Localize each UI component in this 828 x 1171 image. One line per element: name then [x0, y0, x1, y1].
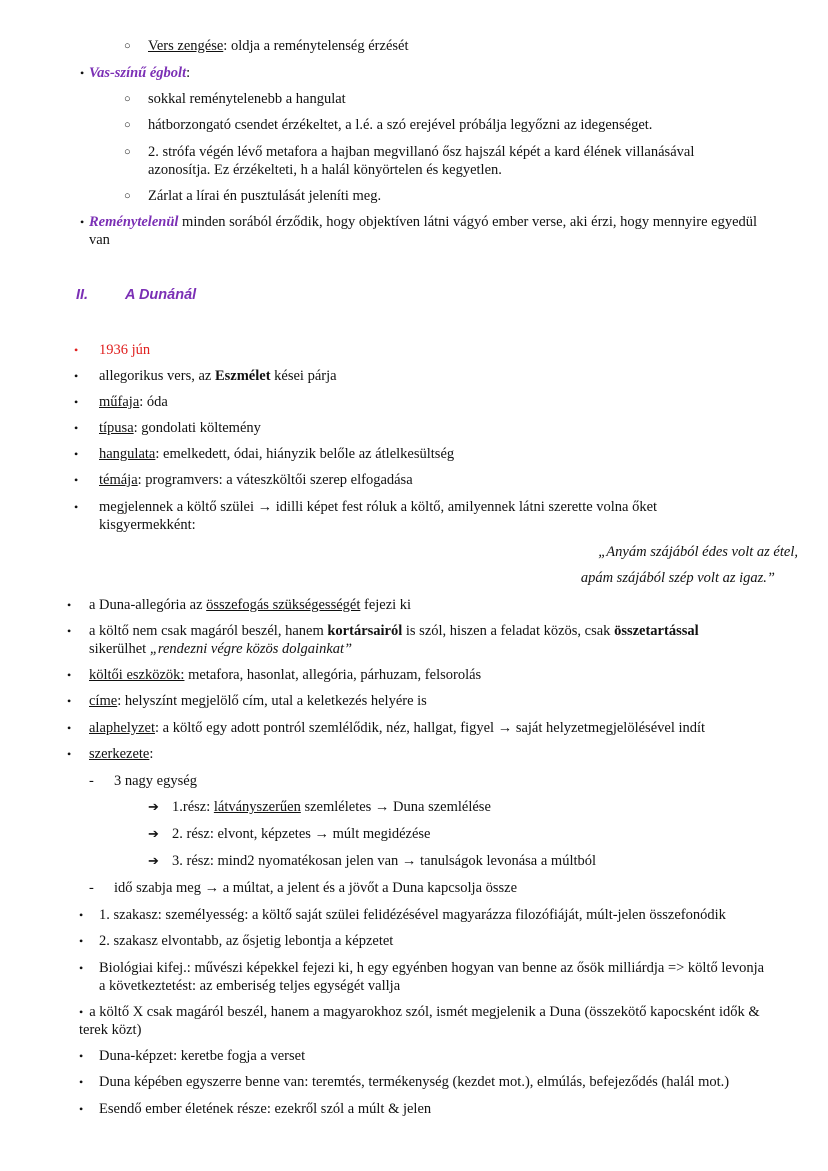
bullet-dot-icon: • [67, 747, 72, 761]
list-item: allegorikus vers, az Eszmélet kései párja [99, 368, 337, 384]
arrow-right-icon: ➔ [148, 799, 159, 814]
list-item: témája: programvers: a váteszköltői szerep elfogadása [99, 472, 413, 488]
section-number: II. [76, 287, 89, 303]
bullet-dot-icon: • [67, 668, 72, 682]
bullet-dot-icon: • [79, 1005, 90, 1019]
list-item: hangulata: emelkedett, ódai, hiányzik belőle az átlelkesültség [99, 446, 455, 462]
bullet-dot-icon: • [74, 421, 79, 435]
list-item: Duna képében egyszerre benne van: teremtés, termékenység (kezdet mot.), elmúlás, befejeződés (halál mot.) [99, 1074, 730, 1090]
list-item: típusa: gondolati költemény [99, 420, 261, 436]
list-item: 2. strófa végén lévő metafora a hajban megvillanó ősz hajszál képét a kard élének villanásával azonosítja. Ez érzékelteti, h a halál könyörtelen és kegyetlen. [148, 144, 695, 178]
list-item: hátborzongató csendet érzékeltet, a l.é. a szó erejével próbálja legyőzni az idegenséget. [148, 117, 653, 133]
list-item: Vers zengése: oldja a reménytelenség érzését [148, 38, 409, 54]
bullet-dot-icon: • [79, 1049, 84, 1063]
list-item: Vas-színű égbolt: [89, 65, 191, 81]
dash-marker: - [89, 773, 94, 789]
list-item: műfaja: óda [99, 394, 168, 410]
quote-line: apám szájából szép volt az igaz.” [580, 570, 775, 586]
bullet-circle-icon: ○ [124, 146, 131, 158]
list-item: Esendő ember életének része: ezekről szól a múlt & jelen [99, 1101, 432, 1117]
bullet-dot-icon: • [80, 66, 85, 80]
bullet-circle-icon: ○ [124, 40, 131, 52]
bullet-dot-icon: • [67, 721, 72, 735]
list-item: 1.rész: látványszerűen szemléletes → Duna szemlélése [172, 799, 491, 815]
bullet-circle-icon: ○ [124, 93, 131, 105]
list-item: Biológiai kifej.: művészi képekkel fejezi ki, h egy egyénben hogyan van benne az ősök milliárdja => költő levonja a következtetést: az emberiség teljes egységét vallja [99, 960, 765, 994]
list-item: költői eszközök: metafora, hasonlat, allegória, párhuzam, felsorolás [89, 667, 482, 683]
list-item: alaphelyzet: a költő egy adott pontról szemlélődik, néz, hallgat, figyel → saját helyzetmegjelölésével indít [89, 720, 706, 736]
list-item: • a költő X csak magáról beszél, hanem a magyarokhoz szól, ismét megjelenik a Duna (összekötő kapocsként idők & terek közt) [79, 1004, 760, 1038]
list-item: 3. rész: mind2 nyomatékosan jelen van → tanulságok levonása a múltból [172, 853, 597, 869]
bullet-circle-icon: ○ [124, 190, 131, 202]
list-item: címe: helyszínt megjelölő cím, utal a keletkezés helyére is [89, 693, 427, 709]
list-item: Zárlat a lírai én pusztulását jeleníti meg. [148, 188, 382, 204]
bullet-dot-icon: • [80, 215, 85, 229]
bullet-dot-icon: • [67, 624, 72, 638]
section-title: A Dunánál [125, 287, 197, 303]
list-item: a költő nem csak magáról beszél, hanem kortársairól is szól, hiszen a feladat közös, csak összetartással sikerülhet „rendezni végre közös dolgainkat” [89, 623, 699, 657]
bullet-dot-icon: • [74, 473, 79, 487]
bullet-dot-icon: • [79, 1075, 84, 1089]
list-item: 1. szakasz: személyesség: a költő saját szülei felidézésével magyarázza filozófiáját, múlt-jelen összefonódik [99, 907, 726, 923]
list-item: megjelennek a költő szülei → idilli képet fest róluk a költő, amilyennek látni szerette volna őket kisgyermekként: [99, 499, 658, 533]
bullet-dot-icon: • [79, 908, 84, 922]
list-item: 2. rész: elvont, képzetes → múlt megidézése [172, 826, 431, 842]
list-item: 3 nagy egység [114, 773, 197, 789]
quote-line: „Anyám szájából édes volt az étel, [598, 544, 798, 560]
list-item: 2. szakasz elvontabb, az ősjetig lebontja a képzetet [99, 933, 394, 949]
bullet-dot-icon: • [74, 395, 79, 409]
bullet-dot-icon: • [79, 961, 84, 975]
bullet-dot-icon: • [74, 447, 79, 461]
date-item: 1936 jún [99, 342, 151, 358]
bullet-dot-icon: • [74, 500, 79, 514]
list-item: Duna-képzet: keretbe fogja a verset [99, 1048, 306, 1064]
list-item: a Duna-allegória az összefogás szükségességét fejezi ki [89, 597, 412, 613]
arrow-right-icon: ➔ [148, 853, 159, 868]
list-item: Reménytelenül minden sorából érződik, hogy objektíven látni vágyó ember verse, aki érzi, hogy mennyire egyedül van [89, 214, 758, 248]
bullet-dot-icon: • [79, 934, 84, 948]
arrow-right-icon: ➔ [148, 826, 159, 841]
list-item: sokkal reménytelenebb a hangulat [148, 91, 346, 107]
bullet-dot-icon: • [79, 1102, 84, 1116]
bullet-dot-icon: • [67, 598, 72, 612]
bullet-dot-icon: • [74, 343, 79, 357]
bullet-dot-icon: • [74, 369, 79, 383]
dash-marker: - [89, 880, 94, 896]
bullet-dot-icon: • [67, 694, 72, 708]
list-item: idő szabja meg → a múltat, a jelent és a jövőt a Duna kapcsolja össze [114, 880, 518, 896]
bullet-circle-icon: ○ [124, 119, 131, 131]
list-item: szerkezete: [89, 746, 154, 762]
